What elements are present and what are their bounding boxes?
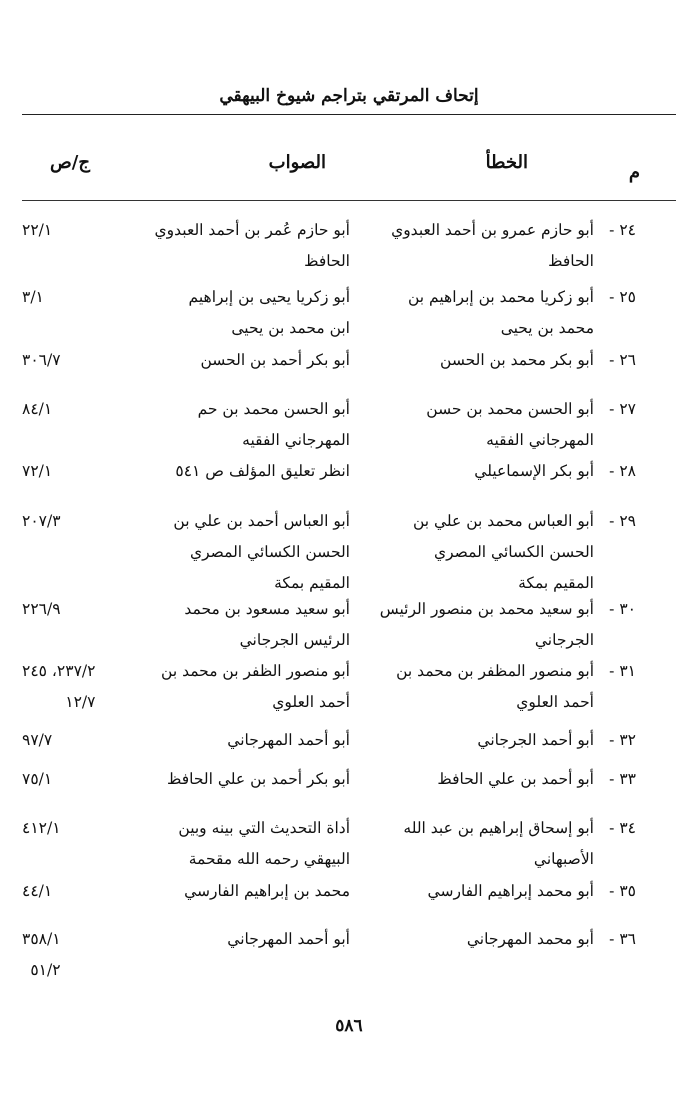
error-text-line: أبو محمد المهرجاني: [466, 930, 594, 948]
row-number: ٣٦ -: [609, 930, 636, 948]
error-text-line: أبو منصور المظفر بن محمد بن: [396, 662, 594, 680]
volume-page-ref-line: ٣٥٨/١: [22, 930, 61, 948]
running-header: إتحاف المرتقي بتراجم شيوخ البيهقي: [219, 86, 479, 106]
volume-page-ref: [22, 813, 134, 844]
correction-text-line: أبو زكريا يحيى بن إبراهيم: [188, 288, 350, 306]
correction-text-line: المهرجاني الفقيه: [242, 431, 350, 449]
correction-text-line: أداة التحديث التي بينه وبين: [178, 819, 350, 837]
volume-page-ref: [22, 215, 134, 246]
volume-page-ref: [22, 594, 134, 625]
error-text: [376, 924, 594, 955]
error-text-line: المهرجاني الفقيه: [486, 431, 594, 449]
correction-text: [142, 656, 350, 718]
correction-text-line: أحمد العلوي: [272, 693, 350, 711]
volume-page-ref-lines: [22, 813, 61, 844]
volume-page-ref: [22, 456, 134, 487]
column-header-number: م: [628, 162, 640, 183]
volume-page-ref-lines: [22, 725, 52, 756]
error-text-line: أبو أحمد بن علي الحافظ: [437, 770, 594, 788]
volume-page-ref-line: ٢٣٧/٢، ٢٤٥: [22, 662, 96, 680]
volume-page-ref-lines: [22, 345, 61, 376]
volume-page-ref: [22, 876, 134, 907]
error-text: [376, 656, 594, 718]
error-text: [376, 506, 594, 599]
correction-text-line: أبو بكر أحمد بن الحسن: [200, 351, 350, 369]
correction-text-line: أبو سعيد مسعود بن محمد: [184, 600, 350, 618]
row-number: ٣٢ -: [609, 731, 636, 749]
correction-text: [142, 876, 350, 907]
row-number: ٢٩ -: [609, 512, 636, 530]
correction-text: [142, 764, 350, 795]
row-number: ٣٠ -: [609, 600, 636, 618]
error-text-line: أبو إسحاق إبراهيم بن عبد الله: [403, 819, 594, 837]
row-number: ٣٤ -: [609, 819, 636, 837]
error-text-line: الحافظ: [548, 252, 594, 270]
volume-page-ref: [22, 725, 134, 756]
correction-text-line: أبو أحمد المهرجاني: [227, 731, 350, 749]
volume-page-ref-lines: [22, 394, 52, 425]
volume-page-ref-line: ٢٢/١: [22, 221, 53, 239]
volume-page-ref-lines: [22, 594, 61, 625]
volume-page-ref-line: ١٢/٧: [65, 693, 96, 711]
volume-page-ref-line: ٤٤/١: [22, 882, 53, 900]
volume-page-ref-lines: [22, 456, 52, 487]
error-text: [376, 456, 594, 487]
volume-page-ref-line: ٣٠٦/٧: [22, 351, 61, 369]
correction-text: [142, 725, 350, 756]
error-text-line: المقيم بمكة: [518, 574, 594, 592]
row-number: ٢٦ -: [609, 351, 636, 369]
error-text: [376, 764, 594, 795]
volume-page-ref-line: ٨٤/١: [22, 400, 53, 418]
volume-page-ref-line: ٤١٢/١: [22, 819, 61, 837]
row-number: ٢٧ -: [609, 400, 636, 418]
volume-page-ref-line: ٧٢/١: [22, 462, 53, 480]
error-text-line: الأصبهاني: [533, 850, 594, 868]
correction-text-line: الحافظ: [304, 252, 350, 270]
volume-page-ref: [22, 345, 134, 376]
error-text-line: أبو محمد إبراهيم الفارسي: [427, 882, 594, 900]
correction-text-line: الحسن الكسائي المصري: [189, 543, 350, 561]
row-number: ٢٤ -: [609, 221, 636, 239]
correction-text: [142, 215, 350, 277]
error-text-line: أبو أحمد الجرجاني: [477, 731, 594, 749]
correction-text: [142, 924, 350, 955]
column-header-volume-page: ج/ص: [50, 152, 90, 173]
correction-text-line: أبو العباس أحمد بن علي بن: [173, 512, 350, 530]
error-text: [376, 876, 594, 907]
correction-text: [142, 456, 350, 487]
correction-text-line: المقيم بمكة: [274, 574, 350, 592]
error-text-line: أبو بكر الإسماعيلي: [474, 462, 594, 480]
volume-page-ref-line: ٣/١: [22, 288, 44, 306]
correction-text-line: أبو منصور الظفر بن محمد بن: [161, 662, 350, 680]
correction-text-line: أبو بكر أحمد بن علي الحافظ: [167, 770, 350, 788]
error-text: [376, 282, 594, 344]
page-number: ٥٨٦: [335, 1016, 363, 1036]
volume-page-ref: [22, 764, 134, 795]
error-text-line: أبو الحسن محمد بن حسن: [426, 400, 594, 418]
error-text-line: أبو حازم عمرو بن أحمد العبدوي: [391, 221, 594, 239]
correction-text-line: البيهقي رحمه الله مقحمة: [188, 850, 350, 868]
correction-text: [142, 594, 350, 656]
error-text: [376, 394, 594, 456]
row-number: ٣٥ -: [609, 882, 636, 900]
row-number: ٣١ -: [609, 662, 636, 680]
row-number: ٣٣ -: [609, 770, 636, 788]
volume-page-ref-lines: [22, 656, 95, 718]
correction-text: [142, 813, 350, 875]
error-text: [376, 345, 594, 376]
volume-page-ref-line: ٢٢٦/٩: [22, 600, 61, 618]
correction-text: [142, 506, 350, 599]
column-header-correction: الصواب: [268, 152, 326, 173]
correction-text-line: أبو أحمد المهرجاني: [227, 930, 350, 948]
error-text-line: محمد بن يحيى: [500, 319, 594, 337]
table-rule: [22, 200, 676, 201]
volume-page-ref: [22, 506, 134, 537]
error-text: [376, 725, 594, 756]
volume-page-ref-line: ٢٠٧/٣: [22, 512, 61, 530]
row-number: ٢٥ -: [609, 288, 636, 306]
volume-page-ref: [22, 924, 134, 986]
volume-page-ref: [22, 394, 134, 425]
volume-page-ref-lines: [22, 215, 52, 246]
volume-page-ref: [22, 656, 134, 718]
column-header-error: الخطأ: [485, 152, 528, 173]
volume-page-ref-lines: [22, 876, 52, 907]
error-text-line: أبو بكر محمد بن الحسن: [440, 351, 594, 369]
volume-page-ref-line: ٥١/٢: [30, 961, 61, 979]
error-text: [376, 594, 594, 656]
correction-text-line: أبو الحسن محمد بن حم: [197, 400, 350, 418]
volume-page-ref-lines: [22, 282, 44, 313]
volume-page-ref-lines: [22, 506, 61, 537]
error-text-line: أبو سعيد محمد بن منصور الرئيس: [379, 600, 594, 618]
volume-page-ref: [22, 282, 134, 313]
volume-page-ref-lines: [22, 764, 52, 795]
correction-text: [142, 282, 350, 344]
correction-text-line: الرئيس الجرجاني: [239, 631, 350, 649]
correction-text-line: محمد بن إبراهيم الفارسي: [184, 882, 350, 900]
error-text-line: أحمد العلوي: [516, 693, 594, 711]
row-number: ٢٨ -: [609, 462, 636, 480]
correction-text: [142, 345, 350, 376]
volume-page-ref-line: ٩٧/٧: [22, 731, 53, 749]
correction-text: [142, 394, 350, 456]
header-rule: [22, 114, 676, 115]
error-text-line: أبو زكريا محمد بن إبراهيم بن: [408, 288, 594, 306]
volume-page-ref-lines: [22, 924, 61, 986]
correction-text-line: ابن محمد بن يحيى: [231, 319, 350, 337]
error-text: [376, 215, 594, 277]
error-text-line: الحسن الكسائي المصري: [433, 543, 594, 561]
correction-text-line: انظر تعليق المؤلف ص ٥٤١: [175, 462, 350, 480]
volume-page-ref-line: ٧٥/١: [22, 770, 53, 788]
error-text-line: الجرجاني: [534, 631, 594, 649]
error-text-line: أبو العباس محمد بن علي بن: [412, 512, 594, 530]
error-text: [376, 813, 594, 875]
correction-text-line: أبو حازم عُمر بن أحمد العبدوي: [154, 221, 350, 239]
